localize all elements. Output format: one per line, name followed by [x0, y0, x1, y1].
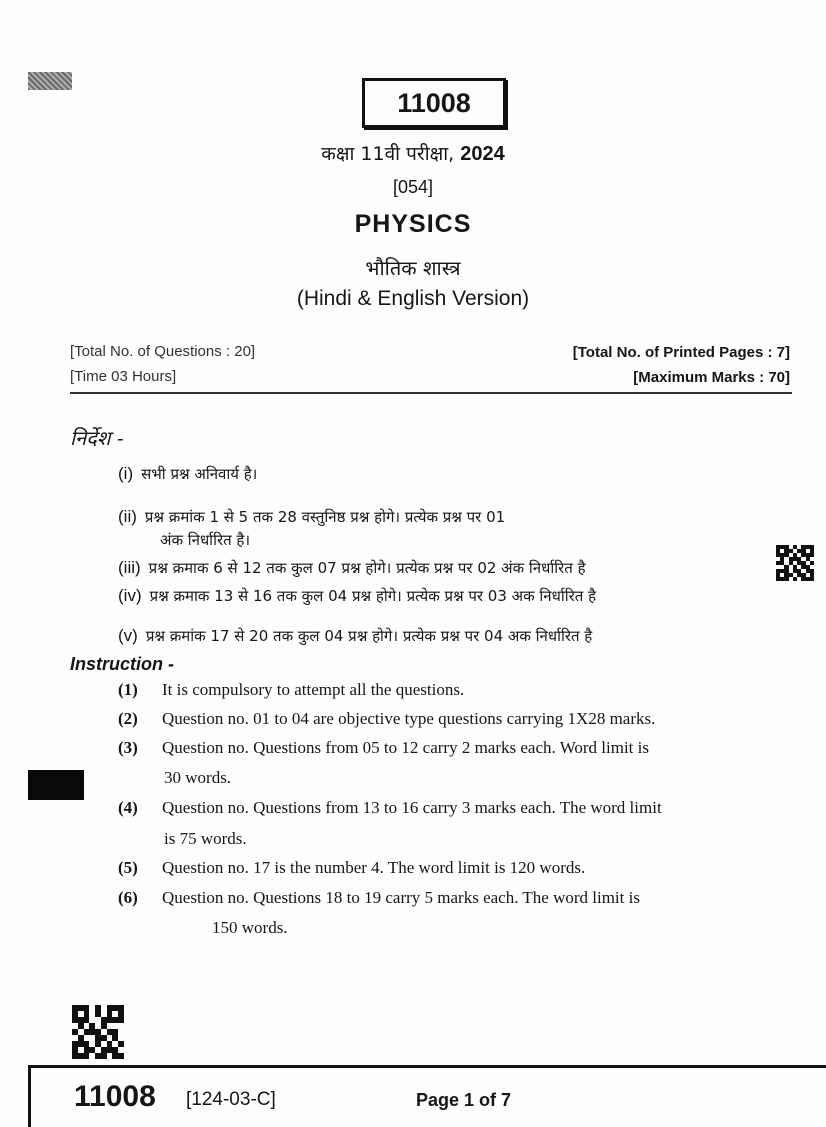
instruction-item	[118, 709, 655, 729]
item-number: (i)	[118, 464, 134, 483]
item-text: सभी प्रश्न अनिवार्य है।	[141, 465, 258, 483]
item-number: (2)	[118, 709, 138, 728]
instruction-item	[118, 680, 464, 700]
subject-title-hindi: भौतिक शास्त्र	[365, 256, 461, 280]
nirdesh-item	[118, 586, 596, 606]
subject-title: PHYSICS	[354, 210, 472, 238]
instruction-item-continued: 150 words.	[212, 918, 288, 937]
item-number: (6)	[118, 888, 138, 907]
item-number: (iii)	[118, 558, 141, 577]
nirdesh-item	[118, 507, 505, 527]
subject-code: [054]	[392, 177, 434, 197]
item-number: (3)	[118, 738, 138, 757]
item-text: प्रश्न क्रमाक 6 से 12 तक कुल 07 प्रश्न होगे। प्रत्येक प्रश्न पर 02 अंक निर्धारित है	[148, 559, 586, 577]
item-text: प्रश्न क्रमांक 1 से 5 तक 28 वस्तुनिष्ठ प्रश्न होगे। प्रत्येक प्रश्न पर 01	[144, 508, 506, 526]
header-divider	[70, 392, 792, 394]
version-line: (Hindi & English Version)	[296, 287, 530, 310]
nirdesh-heading: निर्देश -	[70, 426, 124, 450]
qr-code-icon	[776, 545, 814, 581]
item-number: (4)	[118, 798, 138, 817]
item-number: (5)	[118, 858, 138, 877]
redaction-block	[28, 770, 84, 800]
nirdesh-item	[118, 626, 592, 646]
class-exam-line	[0, 140, 826, 166]
page-number: Page 1 of 7	[416, 1090, 512, 1110]
exam-time: [Time 03 Hours]	[70, 368, 177, 385]
qr-code-icon	[72, 1005, 124, 1059]
nirdesh-item	[118, 558, 586, 578]
item-text: Question no. 01 to 04 are objective type questions carrying 1X28 marks.	[162, 709, 656, 728]
instruction-item	[118, 858, 585, 878]
class-exam-text: कक्षा 11वी परीक्षा,	[321, 143, 455, 165]
item-number: (iv)	[118, 586, 142, 605]
instruction-item-continued: is 75 words.	[164, 829, 247, 848]
scan-smudge	[28, 72, 72, 90]
maximum-marks: [Maximum Marks : 70]	[633, 369, 790, 386]
item-number: (v)	[118, 626, 138, 645]
instruction-item	[118, 888, 640, 908]
instruction-heading: Instruction -	[70, 654, 174, 674]
printed-pages: [Total No. of Printed Pages : 7]	[572, 344, 790, 361]
nirdesh-item-continued: अंक निर्धारित है।	[160, 531, 251, 549]
item-text: It is compulsory to attempt all the questions.	[162, 680, 465, 699]
paper-code-box: 11008	[362, 78, 506, 128]
total-questions: [Total No. of Questions : 20]	[70, 343, 256, 360]
instruction-item	[118, 798, 662, 818]
footer-left-border	[28, 1065, 31, 1127]
footer-paper-code: 11008	[74, 1080, 156, 1113]
instruction-item	[118, 738, 649, 758]
item-text: प्रश्न क्रमाक 13 से 16 तक कुल 04 प्रश्न होगे। प्रत्येक प्रश्न पर 03 अक निर्धारित है	[149, 587, 597, 605]
item-text: Question no. Questions from 13 to 16 carry 3 marks each. The word limit	[162, 798, 662, 817]
item-number: (ii)	[118, 507, 137, 526]
item-number: (1)	[118, 680, 138, 699]
instruction-item-continued: 30 words.	[164, 768, 232, 787]
exam-year: 2024	[460, 143, 505, 165]
item-text: प्रश्न क्रमांक 17 से 20 तक कुल 04 प्रश्न होगे। प्रत्येक प्रश्न पर 04 अक निर्धारित है	[145, 627, 593, 645]
nirdesh-item	[118, 464, 257, 484]
footer-divider	[28, 1065, 826, 1068]
item-text: Question no. Questions from 05 to 12 carry 2 marks each. Word limit is	[162, 738, 649, 757]
item-text: Question no. 17 is the number 4. The word limit is 120 words.	[162, 858, 586, 877]
footer-sub-code: [124-03-C]	[186, 1089, 276, 1110]
item-text: Question no. Questions 18 to 19 carry 5 marks each. The word limit is	[162, 888, 640, 907]
